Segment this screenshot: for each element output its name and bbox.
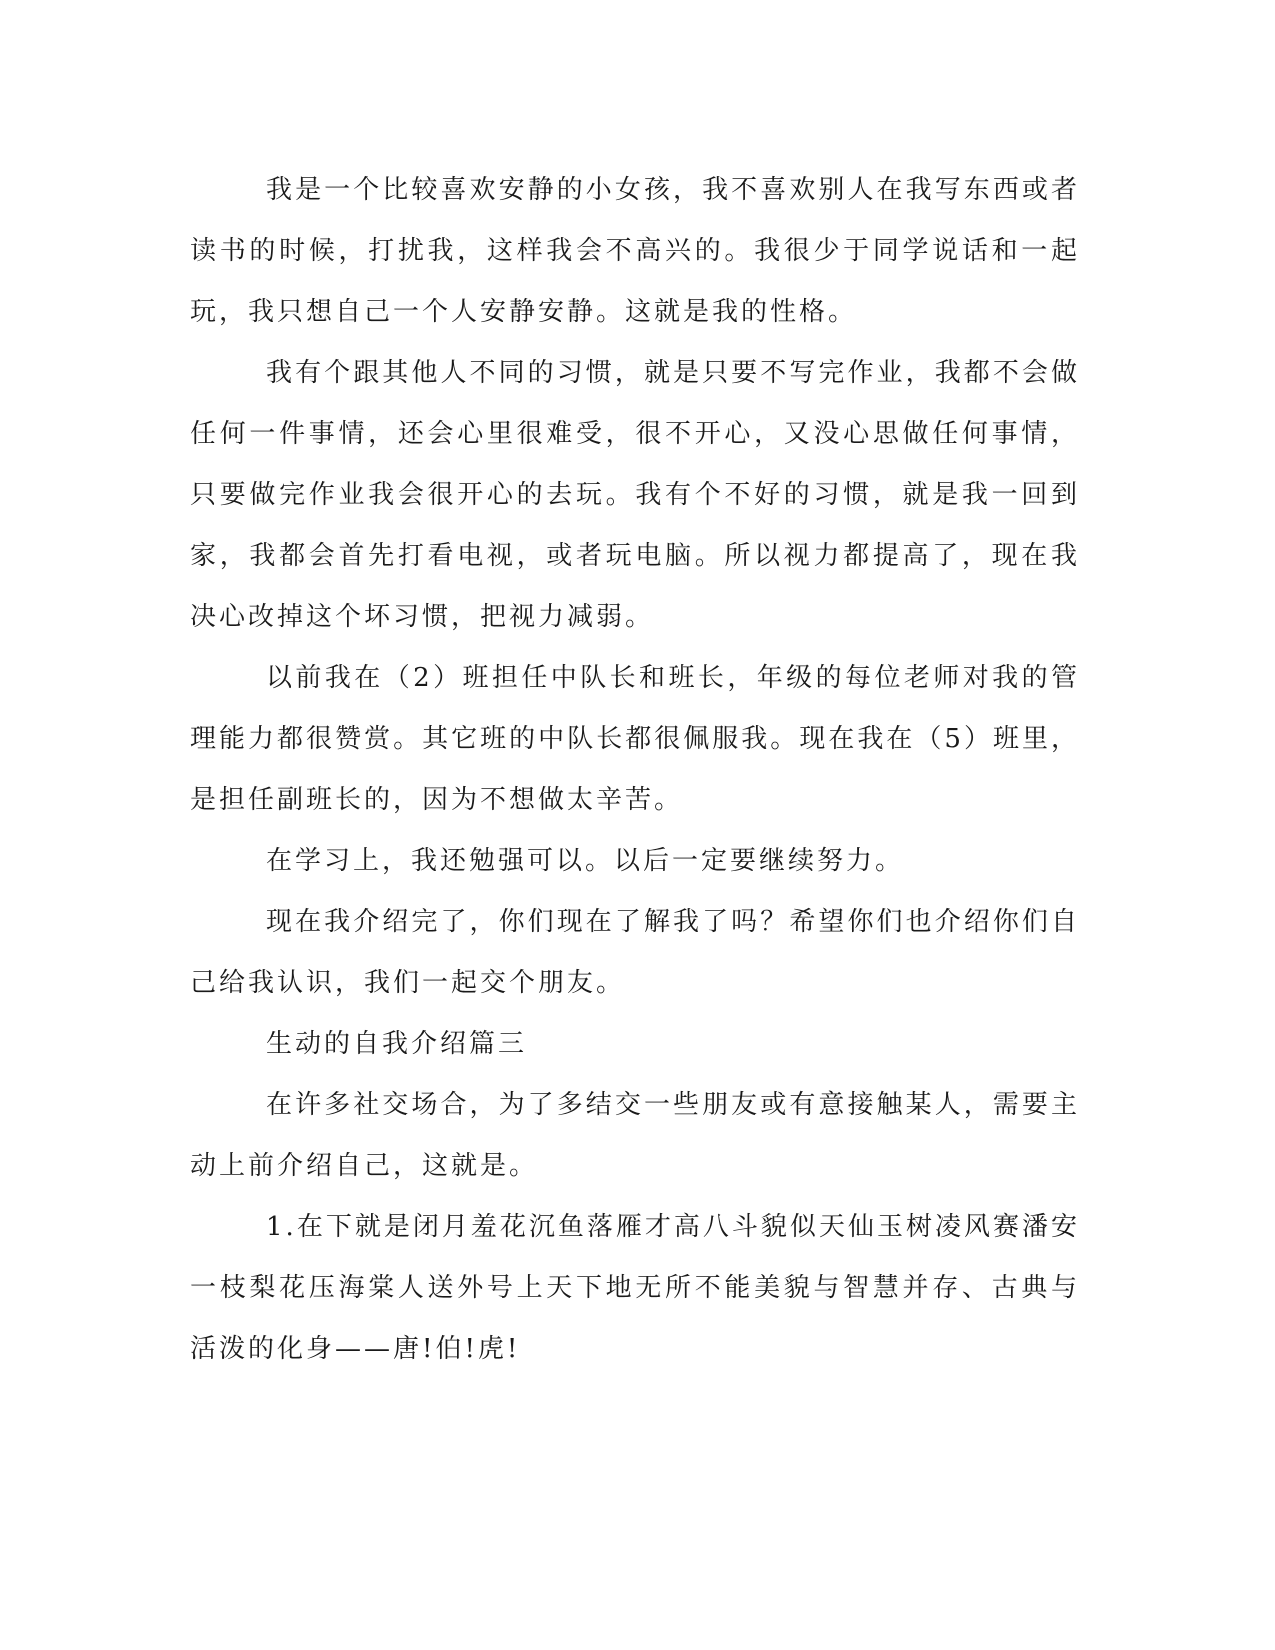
paragraph-study: 在学习上，我还勉强可以。以后一定要继续努力。 — [266, 846, 905, 876]
section-heading: 生动的自我介绍篇三 — [266, 1029, 528, 1059]
paragraph-closing: 现在我介绍完了，你们现在了解我了吗？希望你们也介绍你们自己给我认识，我们一起交个朋友。 — [190, 907, 1080, 998]
document-body — [190, 160, 1080, 1380]
paragraph-social-intro: 在许多社交场合，为了多结交一些朋友或有意接触某人，需要主动上前介绍自己，这就是。 — [190, 1090, 1080, 1181]
paragraph-personality: 我是一个比较喜欢安静的小女孩，我不喜欢别人在我写东西或者读书的时候，打扰我，这样我会不高兴的。我很少于同学说话和一起玩，我只想自己一个人安静安静。这就是我的性格。 — [190, 175, 1080, 327]
paragraph-class-roles: 以前我在（2）班担任中队长和班长，年级的每位老师对我的管理能力都很赞赏。其它班的中队长都很佩服我。现在我在（5）班里，是担任副班长的，因为不想做太辛苦。 — [190, 663, 1080, 815]
paragraph-example-1: 1.在下就是闭月羞花沉鱼落雁才高八斗貌似天仙玉树凌风赛潘安一枝梨花压海棠人送外号上天下地无所不能美貌与智慧并存、古典与活泼的化身——唐!伯!虎! — [190, 1212, 1080, 1364]
paragraph-habits: 我有个跟其他人不同的习惯，就是只要不写完作业，我都不会做任何一件事情，还会心里很难受，很不开心，又没心思做任何事情，只要做完作业我会很开心的去玩。我有个不好的习惯，就是我一回到家，我都会首先打看电视，或者玩电脑。所以视力都提高了，现在我决心改掉这个坏习惯，把视力减弱。 — [190, 358, 1080, 632]
